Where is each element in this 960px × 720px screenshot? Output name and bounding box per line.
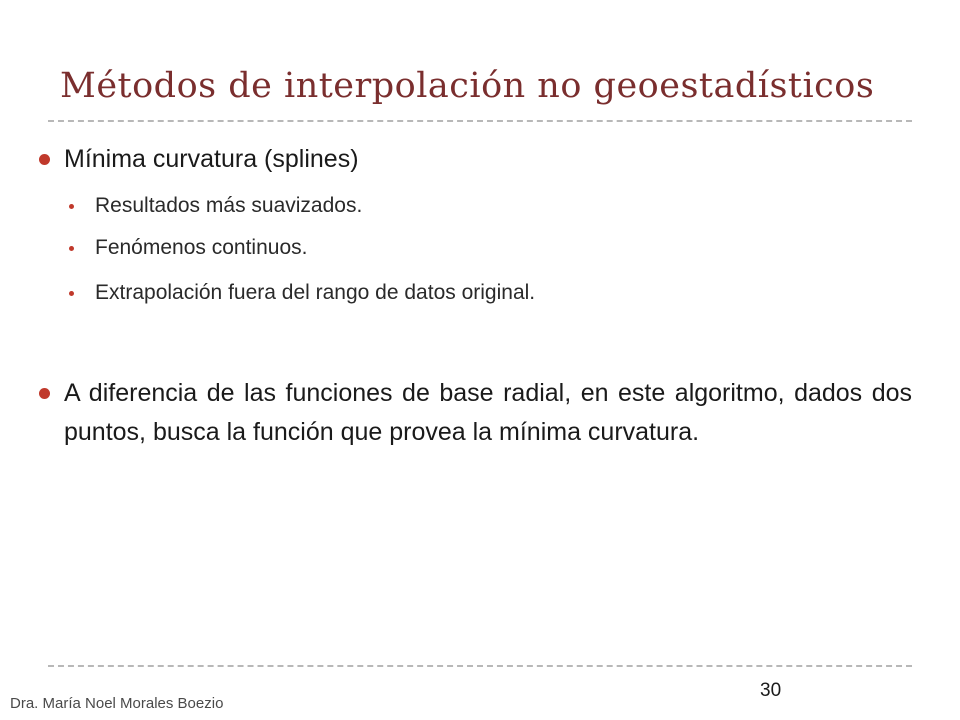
sub-bullet-resultados: Resultados más suavizados. [95,192,875,220]
bullet-diferencia: A diferencia de las funciones de base radial, en este algoritmo, dados dos puntos, busca la función que provea la mínima curvatura. [64,374,912,452]
sub-bullet-fenomenos: Fenómenos continuos. [95,234,875,262]
sub-bullet-extrapolacion: Extrapolación fuera del rango de datos original. [95,279,875,307]
slide-title: Métodos de interpolación no geoestadísticos [60,66,875,106]
footer-divider [48,665,912,667]
bullet-minima-curvatura: Mínima curvatura (splines) [64,140,912,179]
page-number: 30 [760,680,782,701]
footer-author: Dra. María Noel Morales Boezio [10,695,224,712]
title-divider [48,120,912,122]
